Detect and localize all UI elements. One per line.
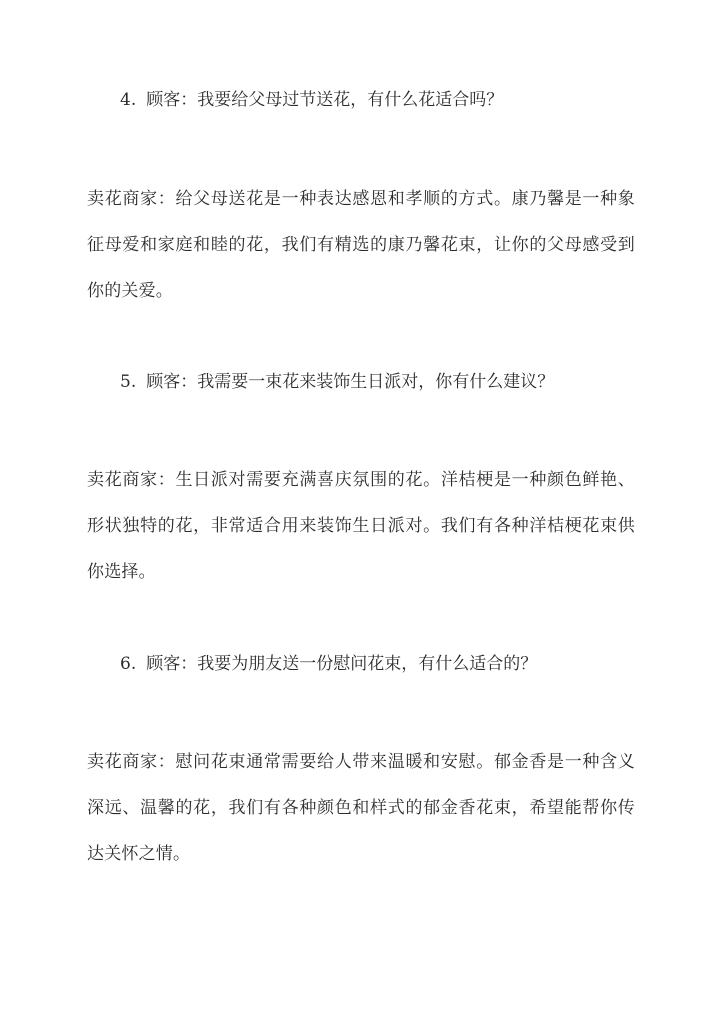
- question-number: 5.: [120, 372, 137, 392]
- question-5: [120, 369, 660, 395]
- question-text: 顾客：我要给父母过节送花，有什么花适合吗？: [146, 90, 504, 110]
- question-number: 6.: [120, 654, 137, 674]
- answer-4: 卖花商家：给父母送花是一种表达感恩和孝顺的方式。康乃馨是一种象征母爱和家庭和睦的花，我们有精选的康乃馨花束，让你的父母感受到你的关爱。: [87, 189, 635, 301]
- question-text: 顾客：我要为朋友送一份慰问花束，有什么适合的？: [146, 654, 538, 674]
- question-4: [120, 87, 660, 113]
- question-text: 顾客：我需要一束花来装饰生日派对，你有什么建议？: [146, 372, 555, 392]
- question-6: [120, 651, 660, 677]
- answer-6: 卖花商家：慰问花束通常需要给人带来温暖和安慰。郁金香是一种含义深远、温馨的花，我们有各种颜色和样式的郁金香花束，希望能帮你传达关怀之情。: [87, 752, 635, 864]
- question-number: 4.: [120, 90, 137, 110]
- answer-5: 卖花商家：生日派对需要充满喜庆氛围的花。洋桔梗是一种颜色鲜艳、形状独特的花，非常适合用来装饰生日派对。我们有各种洋桔梗花束供你选择。: [87, 470, 635, 582]
